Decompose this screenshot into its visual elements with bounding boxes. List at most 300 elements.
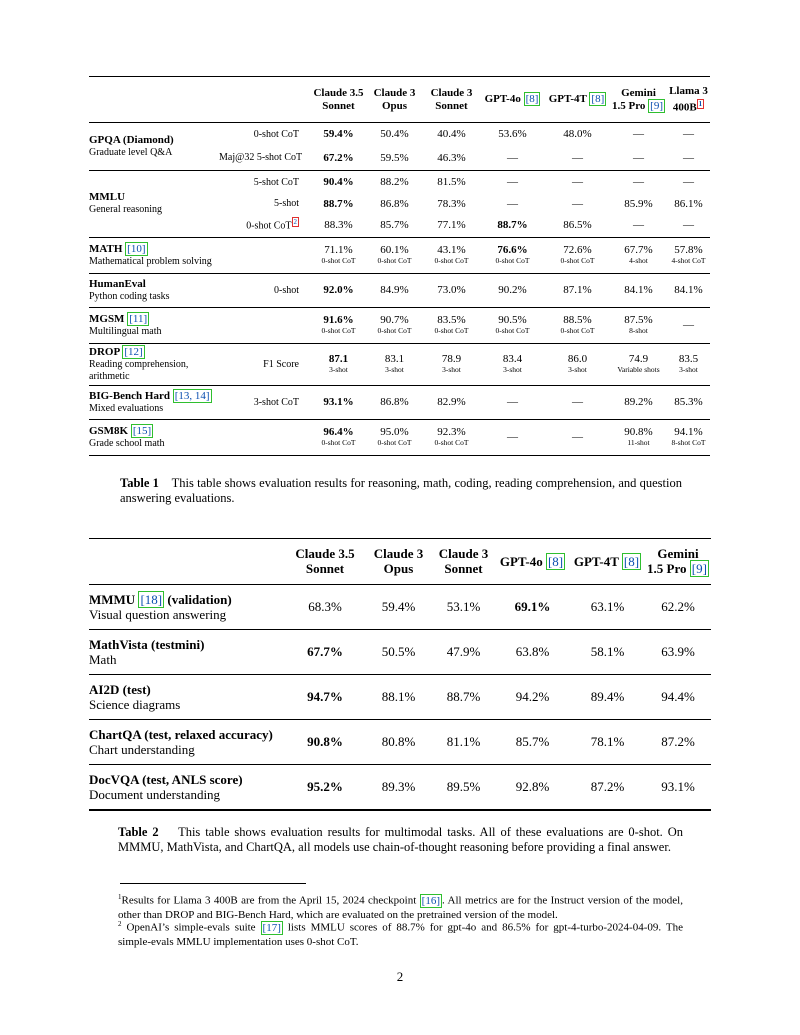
value-text: 86.8% [380,396,409,409]
value-text: 78.1% [590,734,625,749]
value-cell [432,720,495,765]
value-cell [366,146,423,170]
shot-setting: 8-shot CoT [671,438,706,448]
header-text: Opus [381,99,408,112]
value-text: 87.2% [661,734,695,749]
value-cell [366,343,423,385]
header-text: Claude 3 [430,86,473,99]
header-text: 1.5 Pro [612,99,649,112]
value-cell [545,273,610,307]
value-text: 84.1% [674,284,703,297]
value-text: — [572,431,583,444]
value-cell [545,343,610,385]
value-text: 62.2% [661,599,695,614]
value-text: 90.4% [323,176,354,189]
t1-header-5 [610,77,667,123]
value-text: 95.0% [380,426,409,439]
setting-text: Maj@32 5-shot CoT [219,152,303,164]
benchmark-name-text: GSM8K [89,424,129,437]
value-text: 57.8% [674,244,703,257]
header-citation: [8] [525,93,539,106]
header-text: Sonnet [305,561,345,576]
benchmark-name [89,390,219,403]
value-cell [610,385,667,419]
header-text: Llama 3 [669,85,708,97]
shot-setting: 3-shot [568,365,587,375]
t2-header-0 [285,539,365,585]
value-cell [432,630,495,675]
benchmark-cell [89,122,219,170]
value-cell [366,273,423,307]
table-row [89,170,710,194]
task-name [89,592,285,607]
value-cell [645,630,711,675]
value-text: 88.1% [381,689,416,704]
value-text: 67.7% [624,244,653,257]
value-cell [365,630,432,675]
value-text: 86.5% [563,218,592,231]
value-text: 85.7% [515,734,550,749]
task-name-text: MathVista (testmini) [89,637,205,652]
value-text: 85.3% [674,396,703,409]
value-text: 94.2% [515,689,550,704]
task-name [89,637,285,652]
setting-cell [219,385,311,419]
value-text: — [572,396,583,409]
benchmark-citation: [11] [129,312,148,325]
benchmark-name [89,425,219,438]
value-cell [366,122,423,146]
benchmark-description: General reasoning [89,204,163,216]
benchmark-description: Multilingual math [89,325,162,337]
value-cell [365,720,432,765]
table-1-group [89,237,710,273]
table-1-header-empty [219,77,311,123]
value-cell [610,307,667,343]
value-cell [366,170,423,194]
value-cell [480,213,545,237]
setting-text: 0-shot [274,284,299,296]
value-text: — [572,197,583,210]
value-cell [480,385,545,419]
setting-cell [219,237,311,273]
table-1-header-empty [89,77,219,123]
shot-setting: 0-shot CoT [495,256,530,266]
value-cell [480,307,545,343]
table-1-group [89,273,710,307]
caption-text: This table shows evaluation results for reasoning, math, coding, reading comprehension, and question answering evaluations. [120,476,682,505]
task-name-text: MMMU [89,592,139,607]
citation-number: 13, 14 [178,389,206,402]
caption-label: Table 1 [120,476,159,490]
task-cell [89,585,285,630]
value-text: 90.2% [498,284,527,297]
table-2-grid [89,538,711,811]
value-text: 86.8% [380,197,409,210]
table-1-grid [89,76,710,456]
value-text: 87.1% [563,284,592,297]
shot-setting: 0-shot CoT [377,438,412,448]
footnote-text: lists MMLU scores of 88.7% for gpt-4o and 86.5% for gpt-4-turbo-2024-04-09. The simple-evals MMLU implementation uses 0-shot CoT. [118,921,683,948]
task-description: Document understanding [89,786,221,802]
value-cell [311,194,366,213]
value-cell [480,146,545,170]
value-text: 63.8% [515,644,550,659]
value-text: 86.0 [567,353,588,366]
value-cell [545,307,610,343]
t2-header-5 [645,539,711,585]
t1-header-4 [545,77,610,123]
value-text: 53.1% [446,599,481,614]
value-text: 83.5 [678,353,699,366]
value-text: 88.3% [324,218,353,231]
value-cell [667,170,710,194]
setting-cell [219,213,311,237]
benchmark-name-text: DROP [89,345,120,358]
value-cell [285,585,365,630]
table-row [89,765,711,810]
table-1-group [89,307,710,343]
shot-setting: 8-shot [629,326,648,336]
shot-setting: 0-shot CoT [560,326,595,336]
footnote-text: . All metrics are for the Instruct version of the model, other than DROP and BIG-Bench Hard, which are evaluated on the pretrained version of the model. [118,894,683,921]
table-row [89,237,710,273]
setting-cell [219,273,311,307]
value-cell [667,385,710,419]
setting-cell [219,307,311,343]
value-text: 46.3% [437,151,466,164]
value-cell [667,273,710,307]
value-text: — [507,431,518,444]
benchmark-name [89,278,219,291]
value-text: 85.9% [624,197,653,210]
value-text: 77.1% [437,218,466,231]
footnote-citation: [16] [421,894,441,907]
value-cell [545,385,610,419]
task-description: Chart understanding [89,742,195,757]
citation-number: 11 [132,312,144,325]
shot-setting: 4-shot [629,256,648,266]
value-cell [610,237,667,273]
table-1-group [89,122,710,170]
shot-setting: 3-shot [679,365,698,375]
value-cell [610,273,667,307]
table-1-caption [120,476,682,506]
value-text: 83.1 [384,353,405,366]
value-text: 78.9 [441,353,462,366]
value-cell [545,419,610,455]
value-cell [545,146,610,170]
task-cell [89,630,285,675]
shot-setting: 11-shot [627,438,650,448]
benchmark-name-text: MATH [89,242,123,255]
shot-setting: Variable shots [617,365,660,375]
value-text: — [507,396,518,409]
value-cell [285,765,365,810]
t2-header-3 [495,539,570,585]
footnote-marker: 1 [118,893,122,901]
value-text: 78.3% [437,197,466,210]
value-cell [365,765,432,810]
setting-cell [219,419,311,455]
value-text: 87.5% [624,314,653,327]
value-cell [495,720,570,765]
value-cell [610,194,667,213]
value-cell [610,419,667,455]
value-text: — [683,151,694,164]
value-text: 59.4% [381,599,416,614]
table-2-caption [118,825,683,855]
header-citation: [9] [650,99,663,112]
value-cell [423,385,480,419]
benchmark-citation: [15] [132,424,152,437]
value-cell [495,585,570,630]
value-text: 83.4 [502,353,523,366]
t1-header-6 [667,77,710,123]
value-cell [645,720,711,765]
table-2-header-empty [89,539,285,585]
value-cell [311,343,366,385]
header-text: GPT-4T [573,553,622,569]
value-cell [366,213,423,237]
value-cell [311,419,366,455]
benchmark-cell [89,307,219,343]
value-cell [423,273,480,307]
value-cell [285,675,365,720]
value-cell [480,237,545,273]
value-text: 73.0% [437,284,466,297]
table-1-group [89,170,710,237]
value-cell [366,194,423,213]
value-cell [570,675,645,720]
caption-label: Table 2 [118,825,159,839]
value-text: 68.3% [308,599,342,614]
value-cell [570,585,645,630]
value-text: 47.9% [446,644,481,659]
setting-footnote-marker: 2 [293,218,297,227]
header-citation: [8] [547,553,564,569]
value-text: 87.1 [328,353,349,366]
value-text: 93.1% [323,396,354,409]
benchmark-name [89,134,219,147]
benchmark-cell [89,343,219,385]
table-row [89,630,711,675]
benchmark-citation: [10] [127,242,146,255]
citation-number: 9 [653,99,660,112]
table-row [89,343,710,385]
task-description: Math [89,652,117,667]
value-text: — [572,151,583,164]
value-cell [667,343,710,385]
task-name [89,772,285,787]
value-cell [570,630,645,675]
value-text: 94.7% [307,689,343,704]
footnote-text: Results for Llama 3 400B are from the April 15, 2024 checkpoint [121,894,420,907]
value-cell [545,170,610,194]
header-text: Claude 3 [438,546,489,561]
value-text: 74.9 [628,353,649,366]
value-text: 92.3% [437,426,466,439]
citation-number: 9 [696,561,703,576]
value-text: 59.4% [323,128,354,141]
citation-number: 18 [144,592,158,607]
task-cell [89,765,285,810]
setting-cell [219,170,311,194]
header-citation: [8] [591,93,605,106]
value-text: 91.6% [323,314,354,327]
value-cell [667,419,710,455]
setting-text: 3-shot CoT [253,396,299,408]
value-cell [570,765,645,810]
benchmark-name-text: MGSM [89,312,125,325]
shot-setting: 4-shot CoT [671,256,706,266]
value-text: — [683,319,694,332]
t2-header-1 [365,539,432,585]
shot-setting: 0-shot CoT [434,256,469,266]
value-cell [366,237,423,273]
benchmark-name [89,243,219,256]
setting-text: 5-shot CoT [253,176,299,188]
value-cell [311,273,366,307]
shot-setting: 0-shot CoT [321,326,356,336]
value-text: 69.1% [514,599,551,614]
header-text: Sonnet [322,99,355,112]
value-cell [432,585,495,630]
value-text: 88.7% [497,218,528,231]
value-cell [366,385,423,419]
citation-number: 17 [266,921,278,934]
table-1-group [89,343,710,385]
table-2 [89,538,711,811]
benchmark-cell [89,237,219,273]
value-text: 92.8% [515,778,550,794]
value-cell [667,237,710,273]
value-text: 92.0% [323,284,354,297]
value-cell [480,273,545,307]
value-text: 90.7% [380,314,409,327]
value-cell [610,343,667,385]
value-cell [311,385,366,419]
shot-setting: 0-shot CoT [377,256,412,266]
t1-header-1 [366,77,423,123]
value-cell [495,630,570,675]
value-cell [311,213,366,237]
header-text: GPT-4T [548,93,590,106]
task-name-suffix: (validation) [164,592,232,607]
value-cell [423,307,480,343]
header-text: Opus [383,561,414,576]
value-cell [423,419,480,455]
value-text: 63.1% [590,599,625,614]
t2-header-2 [432,539,495,585]
t1-header-0 [311,77,366,123]
setting-text: 0-shot CoT [246,220,292,232]
header-text: Claude 3.5 [295,546,355,561]
benchmark-cell [89,170,219,237]
value-text: 50.5% [381,644,416,659]
value-text: 93.1% [661,778,695,794]
value-cell [667,307,710,343]
value-cell [610,213,667,237]
shot-setting: 0-shot CoT [434,326,469,336]
value-cell [495,675,570,720]
value-text: 89.3% [381,778,416,794]
value-cell [480,194,545,213]
value-cell [423,146,480,170]
value-text: 53.6% [498,128,527,141]
value-cell [423,237,480,273]
value-cell [667,213,710,237]
footnote-citation: [17] [262,921,281,934]
value-cell [480,122,545,146]
value-cell [311,307,366,343]
value-text: 60.1% [380,244,409,257]
benchmark-cell [89,385,219,419]
header-text: Claude 3 [373,546,424,561]
value-cell [645,585,711,630]
setting-cell [219,122,311,146]
value-cell [645,675,711,720]
value-text: 87.2% [590,778,625,794]
header-text: GPT-4o [484,93,524,106]
table-row [89,419,710,455]
value-cell [667,194,710,213]
value-cell [480,419,545,455]
header-text: Sonnet [435,99,468,112]
task-cell [89,675,285,720]
header-text: Claude 3 [373,86,416,99]
shot-setting: 3-shot [329,365,348,375]
value-text: 71.1% [324,244,353,257]
value-text: — [683,218,694,231]
value-text: 88.2% [380,176,409,189]
table-row [89,273,710,307]
value-text: 50.4% [380,128,409,141]
shot-setting: 3-shot [442,365,461,375]
value-text: 85.7% [380,218,409,231]
value-text: — [507,176,518,189]
citation-number: 8 [552,553,559,569]
value-cell [610,170,667,194]
value-text: 88.7% [446,689,481,704]
benchmark-name-text: BIG-Bench Hard [89,389,170,402]
value-text: 86.1% [674,197,703,210]
task-name-text: DocVQA (test, ANLS score) [89,771,243,787]
value-text: 82.9% [437,396,466,409]
task-description: Science diagrams [89,697,181,712]
shot-setting: 3-shot [503,365,522,375]
benchmark-description: Python coding tasks [89,290,170,302]
table-1-header-row [89,77,710,123]
shot-setting: 0-shot CoT [560,256,595,266]
header-citation: [9] [691,561,707,576]
table-2-header-row [89,539,711,585]
benchmark-description: Mixed evaluations [89,402,164,414]
value-text: 59.5% [380,151,409,164]
citation-number: 8 [628,553,635,569]
table-row [89,385,710,419]
citation-number: 16 [425,894,437,907]
shot-setting: 0-shot CoT [495,326,530,336]
header-text: Gemini [657,546,699,561]
value-text: 80.8% [381,734,416,749]
value-cell [610,146,667,170]
value-text: 95.2% [307,778,343,794]
value-cell [432,675,495,720]
shot-setting: 0-shot CoT [434,438,469,448]
benchmark-description: Graduate level Q&A [89,146,173,158]
task-name-text: ChartQA (test, relaxed accuracy) [89,727,273,742]
